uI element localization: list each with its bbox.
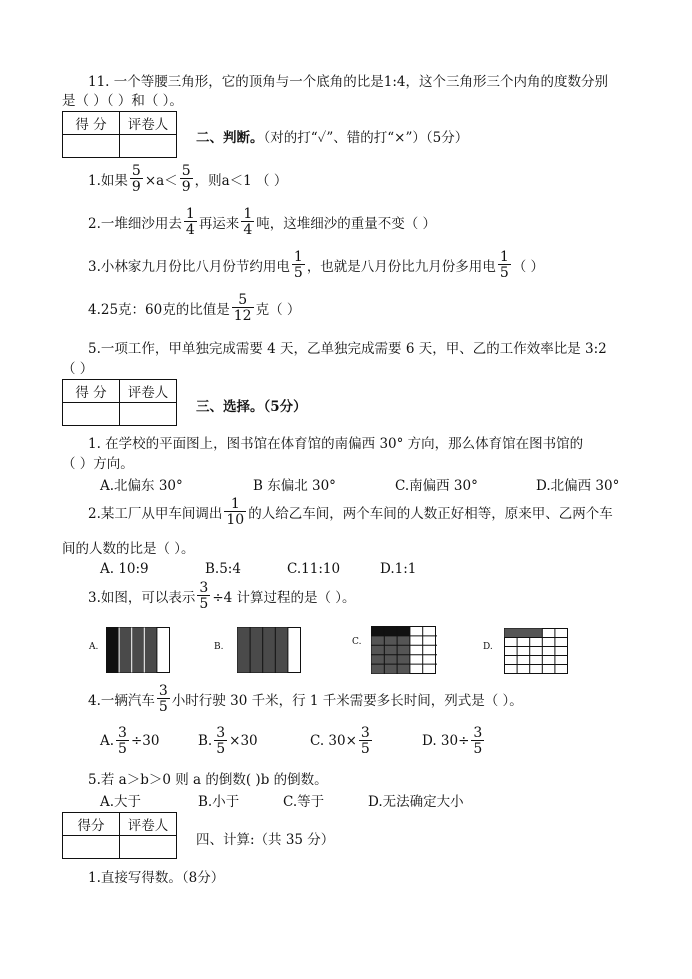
frac-num: 1 [499, 249, 509, 265]
judge-item-4 [88, 293, 300, 323]
opt-prefix: A. [100, 733, 115, 749]
judge-3-pre: 3.小林家九月份比八月份节约用电 [88, 259, 290, 275]
fraction [214, 726, 227, 756]
frac-den: 5 [360, 741, 370, 757]
score-cell[interactable] [63, 836, 120, 859]
choice-4-opt-a[interactable] [100, 726, 159, 756]
q11-line1: 11. 一个等腰三角形，它的顶角与一个底角的比是1:4，这个三角形三个内角的度数分别 [88, 74, 608, 90]
opt-suffix: ×30 [229, 733, 258, 749]
frac-num: 1 [243, 206, 253, 222]
choice-3-post: ÷4 计算过程的是（ ）。 [212, 590, 356, 606]
judge-1-mid: ×a＜ [144, 173, 178, 189]
frac-num: 3 [199, 580, 209, 596]
figure-c-label[interactable]: C. [352, 637, 362, 647]
calc-1-heading: 1.直接写得数。（8分） [88, 870, 225, 886]
choice-5-line: 5.若 a＞b＞0 则 a 的倒数( )b 的倒数。 [88, 772, 328, 788]
frac-den: 5 [473, 741, 483, 757]
judge-item-3 [88, 250, 544, 280]
frac-den: 5 [293, 265, 303, 281]
score-table-sec3 [62, 379, 177, 426]
figure-c-grid[interactable] [371, 626, 437, 674]
choice-4-post: 小时行驶 30 千米，行 1 千米需要多长时间，列式是（ ）。 [171, 693, 523, 709]
score-label: 得 分 [63, 380, 120, 403]
fraction [116, 726, 129, 756]
score-table-sec2 [62, 111, 177, 158]
judge-2-pre: 2.一堆细沙用去 [88, 216, 182, 232]
judge-1-post: ，则a＜1 （ ） [194, 173, 288, 189]
section-2-note: （对的打“✓”、错的打“×”）（5分） [263, 130, 469, 146]
judge-4-post: 克（ ） [255, 302, 301, 318]
fraction [180, 164, 193, 194]
score-cell[interactable] [63, 403, 120, 426]
fraction [197, 581, 210, 611]
figure-b-label[interactable]: B. [214, 642, 224, 652]
choice-1-opt-a[interactable]: A.北偏东 30° [100, 478, 183, 494]
frac-den: 4 [243, 222, 253, 238]
choice-1-opt-d[interactable]: D.北偏西 30° [536, 478, 620, 494]
grader-label: 评卷人 [120, 813, 177, 836]
score-cell[interactable] [63, 135, 120, 158]
figure-d-label[interactable]: D. [483, 642, 493, 652]
q11-line2: 是（ ）（ ）和（ ）。 [62, 93, 183, 109]
frac-den: 5 [118, 741, 127, 757]
frac-den: 4 [185, 222, 195, 238]
judge-5-line1: 5.一项工作，甲单独完成需要 4 天，乙单独完成需要 6 天，甲、乙的工作效率比是 3:2 [88, 341, 607, 357]
choice-2-post: 的人给乙车间，两个车间的人数正好相等，原来甲、乙两个车 [248, 506, 613, 522]
choice-5-opt-d[interactable]: D.无法确定大小 [368, 794, 464, 810]
section-2-heading [196, 126, 468, 146]
frac-num: 3 [216, 725, 226, 741]
choice-4-opt-b[interactable] [198, 726, 258, 756]
choice-4-opt-d[interactable] [422, 726, 486, 756]
judge-1-pre: 1.如果 [88, 173, 128, 189]
fraction [157, 684, 170, 714]
frac-den: 9 [181, 179, 191, 195]
figure-a-label[interactable]: A. [89, 642, 99, 652]
grader-cell[interactable] [120, 403, 177, 426]
choice-4-opt-c[interactable] [310, 726, 374, 756]
grader-label: 评卷人 [120, 380, 177, 403]
frac-num: 3 [360, 725, 370, 741]
choice-2-opt-d[interactable]: D.1:1 [380, 561, 417, 577]
frac-den: 10 [226, 512, 245, 528]
choice-4-pre: 4.一辆汽车 [88, 693, 155, 709]
fraction [184, 207, 197, 237]
choice-1-opt-b[interactable]: B 东偏北 30° [253, 478, 336, 494]
judge-4-pre: 4.25克：60克的比值是 [88, 302, 230, 318]
frac-num: 5 [181, 163, 191, 179]
frac-num: 1 [293, 249, 303, 265]
figure-b-bars[interactable] [237, 627, 301, 673]
choice-3-line [88, 581, 356, 611]
frac-den: 12 [233, 308, 252, 324]
frac-num: 5 [238, 292, 248, 308]
score-table-sec4 [62, 812, 177, 859]
frac-den: 5 [499, 265, 509, 281]
fraction [224, 497, 246, 527]
opt-prefix: B. [198, 733, 213, 749]
judge-5-line2: （ ） [62, 361, 94, 377]
opt-prefix: C. 30× [310, 733, 357, 749]
judge-3-post: （ ） [512, 259, 545, 275]
judge-3-mid: ，也就是八月份比九月份多用电 [306, 259, 496, 275]
frac-num: 3 [118, 725, 127, 741]
section-4-title: 四、计算:（共 35 分） [196, 832, 335, 848]
choice-1-line2: （ ）方向。 [62, 456, 134, 472]
figure-d-grid[interactable] [504, 628, 568, 674]
choice-1-opt-c[interactable]: C.南偏西 30° [395, 478, 478, 494]
frac-num: 3 [473, 725, 483, 741]
frac-num: 5 [131, 163, 141, 179]
score-label: 得 分 [63, 112, 120, 135]
choice-5-opt-a[interactable]: A.大于 [100, 794, 142, 810]
frac-den: 9 [131, 179, 141, 195]
choice-5-opt-c[interactable]: C.等于 [283, 794, 325, 810]
judge-2-post: 吨，这堆细沙的重量不变（ ） [256, 216, 437, 232]
fraction [130, 164, 143, 194]
choice-2-opt-c[interactable]: C.11:10 [287, 561, 341, 577]
choice-2-line1 [88, 497, 613, 527]
judge-2-mid: 再运来 [198, 216, 240, 232]
choice-2-pre: 2.某工厂从甲车间调出 [88, 506, 223, 522]
choice-5-opt-b[interactable]: B.小于 [198, 794, 240, 810]
section-2-title: 二、判断。 [196, 130, 264, 146]
frac-den: 5 [199, 596, 209, 612]
frac-num: 3 [158, 683, 168, 699]
choice-1-line1: 1. 在学校的平面图上，图书馆在体育馆的南偏西 30° 方向，那么体育馆在图书馆的 [88, 436, 584, 452]
figure-a-bars[interactable] [106, 627, 170, 673]
frac-num: 1 [230, 496, 240, 512]
section-3-title: 三、选择。（5分） [196, 399, 307, 415]
grader-cell[interactable] [120, 135, 177, 158]
frac-den: 5 [158, 699, 168, 715]
choice-3-pre: 3.如图，可以表示 [88, 590, 196, 606]
frac-den: 5 [216, 741, 226, 757]
choice-4-line [88, 684, 523, 714]
choice-2-opt-b[interactable]: B.5:4 [205, 561, 241, 577]
fraction [359, 726, 372, 756]
judge-item-2 [88, 207, 436, 237]
grader-cell[interactable] [120, 836, 177, 859]
choice-2-line2: 间的人数的比是（ ）。 [62, 541, 195, 557]
fraction [232, 293, 254, 323]
grader-label: 评卷人 [120, 112, 177, 135]
choice-2-opt-a[interactable]: A. 10:9 [100, 561, 149, 577]
fraction [498, 250, 511, 280]
opt-suffix: ÷30 [130, 733, 160, 749]
fraction [471, 726, 484, 756]
judge-item-1 [88, 164, 287, 194]
fraction [241, 207, 254, 237]
frac-num: 1 [185, 206, 195, 222]
fraction [292, 250, 305, 280]
opt-prefix: D. 30÷ [422, 733, 470, 749]
score-label: 得分 [63, 813, 120, 836]
